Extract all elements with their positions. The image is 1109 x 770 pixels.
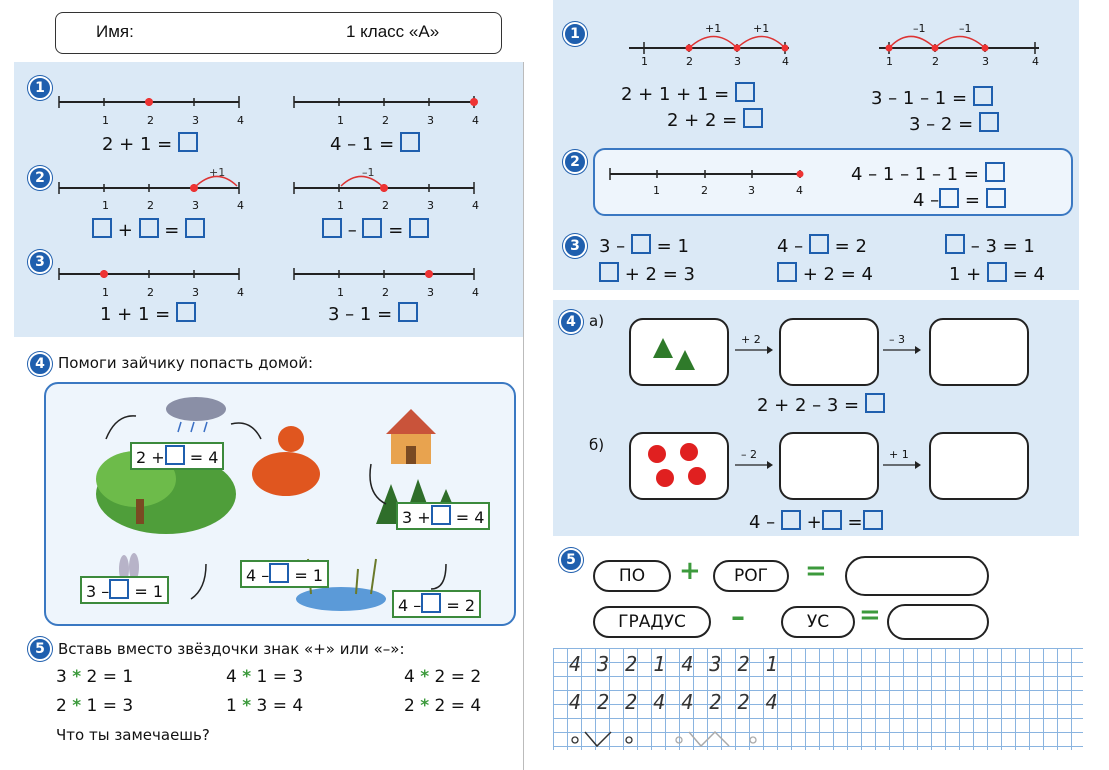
tick-label: 4 bbox=[237, 114, 244, 127]
path-card-5: 4 – = 2 bbox=[392, 590, 481, 618]
answer-box[interactable] bbox=[973, 86, 993, 106]
tick-label: 2 bbox=[382, 286, 389, 299]
section-2-number: 2 bbox=[28, 166, 52, 190]
arrow-icon bbox=[735, 461, 773, 469]
star-eq: 4 * 1 = 3 bbox=[226, 667, 304, 687]
equation-1b: 4 – 1 = bbox=[330, 132, 420, 155]
answer-box[interactable] bbox=[781, 510, 801, 530]
star-eq: 1 * 3 = 4 bbox=[226, 696, 304, 716]
arc-label: –1 bbox=[362, 166, 375, 179]
equation-2a: + = bbox=[92, 218, 205, 241]
path-game-frame bbox=[44, 382, 516, 626]
answer-box[interactable] bbox=[939, 188, 959, 208]
answer-box[interactable] bbox=[809, 234, 829, 254]
part-b-label: б) bbox=[589, 436, 605, 454]
arc-label: –1 bbox=[913, 22, 926, 35]
tick-label: 3 bbox=[748, 184, 755, 197]
equation-1a: 2 + 1 = bbox=[102, 132, 198, 155]
r-section-2-frame bbox=[593, 148, 1073, 216]
tick-label: 3 bbox=[427, 114, 434, 127]
result-oval-2[interactable] bbox=[887, 604, 989, 640]
tick-label: 1 bbox=[337, 114, 344, 127]
r-eq-3f: 1 + = 4 bbox=[949, 264, 1045, 285]
answer-box[interactable] bbox=[176, 302, 196, 322]
answer-box[interactable] bbox=[945, 234, 965, 254]
answer-box[interactable] bbox=[362, 218, 382, 238]
tick-label: 2 bbox=[147, 114, 154, 127]
tick-label: 3 bbox=[192, 199, 199, 212]
arc-label: +1 bbox=[753, 22, 770, 35]
answer-box[interactable] bbox=[777, 262, 797, 282]
tick-label: 4 bbox=[796, 184, 803, 197]
tick-label: 2 bbox=[932, 55, 939, 68]
r-section-3-number: 3 bbox=[563, 234, 587, 258]
answer-box[interactable] bbox=[985, 162, 1005, 182]
bag-a3 bbox=[929, 318, 1029, 386]
answer-box[interactable] bbox=[269, 563, 289, 583]
word-oval-us: УС bbox=[781, 606, 855, 638]
r-section-1-number: 1 bbox=[563, 22, 587, 46]
section-3-number: 3 bbox=[28, 250, 52, 274]
path-card-4: 3 – = 1 bbox=[80, 576, 169, 604]
left-page bbox=[14, 62, 524, 770]
star-eq: 2 * 1 = 3 bbox=[56, 696, 134, 716]
name-label: Имя: bbox=[96, 22, 134, 41]
bag-b3 bbox=[929, 432, 1029, 500]
answer-box[interactable] bbox=[431, 505, 451, 525]
arc-label: +1 bbox=[705, 22, 722, 35]
bag-a2 bbox=[779, 318, 879, 386]
r-eq-1b: 2 + 2 = bbox=[667, 108, 763, 131]
tick-label: 1 bbox=[886, 55, 893, 68]
tick-label: 4 bbox=[237, 199, 244, 212]
class-label: 1 класс «А» bbox=[346, 22, 440, 41]
r-eq-3c: – 3 = 1 bbox=[945, 234, 1035, 257]
equals-sign: = bbox=[859, 600, 881, 630]
r-eq-4a: 2 + 2 – 3 = bbox=[757, 393, 885, 416]
tick-label: 1 bbox=[102, 286, 109, 299]
part-a-label: а) bbox=[589, 312, 605, 330]
handwriting-row-1: 4 3 2 1 4 3 2 1 bbox=[569, 652, 780, 676]
star-eq: 2 * 2 = 4 bbox=[404, 696, 482, 716]
tick-label: 2 bbox=[701, 184, 708, 197]
tick-label: 1 bbox=[102, 114, 109, 127]
bag-a1 bbox=[629, 318, 729, 386]
tick-label: 4 bbox=[472, 286, 479, 299]
name-header-box bbox=[55, 12, 502, 54]
tick-label: 1 bbox=[337, 199, 344, 212]
answer-box[interactable] bbox=[165, 445, 185, 465]
tick-label: 1 bbox=[653, 184, 660, 197]
r-eq-1d: 3 – 2 = bbox=[909, 112, 999, 135]
r-eq-2a: 4 – 1 – 1 – 1 = bbox=[851, 162, 1005, 185]
answer-box[interactable] bbox=[987, 262, 1007, 282]
answer-box[interactable] bbox=[139, 218, 159, 238]
answer-box[interactable] bbox=[863, 510, 883, 530]
bag-b2 bbox=[779, 432, 879, 500]
answer-box[interactable] bbox=[865, 393, 885, 413]
r-eq-2b: 4 – = bbox=[913, 188, 1006, 211]
arc-label: –1 bbox=[959, 22, 972, 35]
path-card-1: 2 + = 4 bbox=[130, 442, 224, 470]
r-eq-3a: 3 – = 1 bbox=[599, 236, 689, 257]
pattern-row bbox=[567, 724, 767, 750]
section-1-number: 1 bbox=[28, 76, 52, 100]
tick-label: 3 bbox=[427, 286, 434, 299]
handwriting-row-2: 4 2 2 4 4 2 2 4 bbox=[569, 690, 780, 714]
arc-label: +1 bbox=[209, 166, 226, 179]
equation-3b: 3 – 1 = bbox=[328, 302, 418, 325]
answer-box[interactable] bbox=[822, 510, 842, 530]
tick-label: 4 bbox=[472, 199, 479, 212]
r-section-2-number: 2 bbox=[563, 150, 587, 174]
arrow-icon bbox=[735, 346, 773, 354]
arrow-icon bbox=[883, 346, 921, 354]
tick-label: 2 bbox=[147, 199, 154, 212]
tick-label: 2 bbox=[686, 55, 693, 68]
word-oval-po: ПО bbox=[593, 560, 671, 592]
tick-label: 2 bbox=[382, 114, 389, 127]
tick-label: 3 bbox=[427, 199, 434, 212]
equation-2b: – = bbox=[322, 218, 429, 241]
r-section-4-number: 4 bbox=[559, 310, 583, 334]
tick-label: 4 bbox=[782, 55, 789, 68]
answer-box[interactable] bbox=[178, 132, 198, 152]
operation-label: + 1 bbox=[889, 448, 909, 461]
operation-label: – 3 bbox=[889, 333, 905, 346]
answer-box[interactable] bbox=[109, 579, 129, 599]
section-4-title: Помоги зайчику попасть домой: bbox=[58, 354, 313, 372]
bag-b1 bbox=[629, 432, 729, 500]
r-eq-1c: 3 – 1 – 1 = bbox=[871, 86, 993, 109]
tick-label: 4 bbox=[1032, 55, 1039, 68]
minus-sign: – bbox=[731, 600, 745, 633]
answer-box[interactable] bbox=[92, 218, 112, 238]
section-5-number: 5 bbox=[28, 637, 52, 661]
star-eq: 4 * 2 = 2 bbox=[404, 667, 482, 687]
tick-label: 3 bbox=[734, 55, 741, 68]
path-card-3: 4 – = 1 bbox=[240, 560, 329, 588]
r-eq-1a: 2 + 1 + 1 = bbox=[621, 82, 755, 105]
result-oval-1[interactable] bbox=[845, 556, 989, 596]
tick-label: 2 bbox=[382, 199, 389, 212]
r-section-5-number: 5 bbox=[559, 548, 583, 572]
answer-box[interactable] bbox=[599, 262, 619, 282]
tick-label: 3 bbox=[982, 55, 989, 68]
r-eq-4b: 4 – + = bbox=[749, 510, 883, 533]
answer-box[interactable] bbox=[735, 82, 755, 102]
tick-label: 3 bbox=[192, 286, 199, 299]
operation-label: – 2 bbox=[741, 448, 757, 461]
arrow-icon bbox=[883, 461, 921, 469]
tick-label: 1 bbox=[641, 55, 648, 68]
answer-box[interactable] bbox=[185, 218, 205, 238]
answer-box[interactable] bbox=[400, 132, 420, 152]
right-page bbox=[553, 0, 1109, 770]
word-oval-rog: РОГ bbox=[713, 560, 789, 592]
r-eq-3b: 4 – = 2 bbox=[777, 236, 867, 257]
path-card-2: 3 + = 4 bbox=[396, 502, 490, 530]
r-eq-3d: + 2 = 3 bbox=[599, 262, 695, 285]
equals-sign: = bbox=[805, 556, 827, 586]
tick-label: 3 bbox=[192, 114, 199, 127]
section-5-title: Вставь вместо звёздочки знак «+» или «–»: bbox=[58, 640, 405, 658]
answer-box[interactable] bbox=[979, 112, 999, 132]
answer-box[interactable] bbox=[322, 218, 342, 238]
answer-box[interactable] bbox=[409, 218, 429, 238]
operation-label: + 2 bbox=[741, 333, 761, 346]
tick-label: 4 bbox=[237, 286, 244, 299]
tick-label: 2 bbox=[147, 286, 154, 299]
plus-sign: + bbox=[679, 556, 701, 586]
answer-box[interactable] bbox=[398, 302, 418, 322]
answer-box[interactable] bbox=[421, 593, 441, 613]
r-eq-3e: + 2 = 4 bbox=[777, 262, 873, 285]
tick-label: 1 bbox=[102, 199, 109, 212]
answer-box[interactable] bbox=[743, 108, 763, 128]
word-oval-gradus: ГРАДУС bbox=[593, 606, 711, 638]
tick-label: 4 bbox=[472, 114, 479, 127]
answer-box[interactable] bbox=[631, 234, 651, 254]
section-4-number: 4 bbox=[28, 352, 52, 376]
r-number-line-s2 bbox=[595, 150, 835, 214]
star-eq: 3 * 2 = 1 bbox=[56, 667, 134, 687]
answer-box[interactable] bbox=[986, 188, 1006, 208]
tick-label: 1 bbox=[337, 286, 344, 299]
point-marker bbox=[145, 98, 153, 106]
question-text: Что ты замечаешь? bbox=[56, 726, 210, 744]
equation-3a: 1 + 1 = bbox=[100, 302, 196, 325]
